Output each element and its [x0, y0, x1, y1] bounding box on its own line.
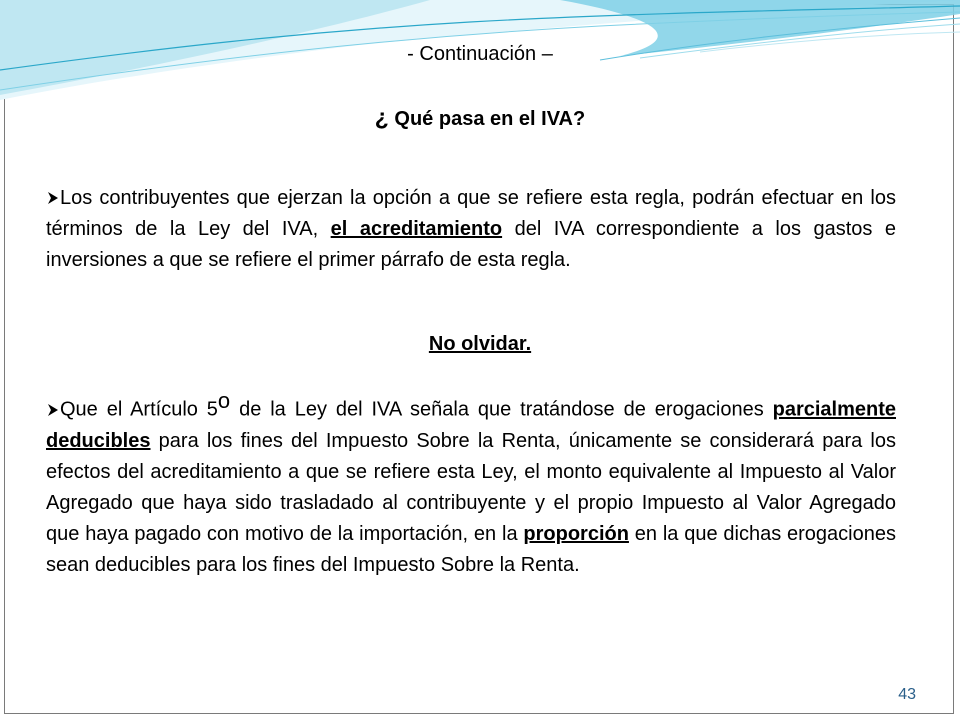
paragraph1-text-before: Los contribuyentes que ejerzan la opción a que se refiere esta regla, podrán efectuar en los términos de la Ley del IVA,	[46, 187, 896, 240]
paragraph1-emphasis: el acreditamiento	[330, 218, 503, 240]
paragraph2-text-2: de la Ley del IVA señala que tratándose de erogaciones	[230, 398, 773, 421]
arrow-bullet-icon	[46, 396, 60, 410]
question-text: Qué pasa en el IVA?	[394, 108, 586, 130]
paragraph-acreditamiento	[46, 183, 896, 276]
paragraph2-text-1: Que el Artículo 5	[60, 398, 218, 421]
question-heading	[0, 104, 960, 131]
reminder-heading: No olvidar.	[428, 333, 532, 355]
continuation-heading: - Continuación –	[407, 43, 553, 65]
inverted-question-mark: ¿	[374, 104, 389, 130]
paragraph2-emphasis-proporcion: proporción	[523, 522, 629, 545]
page-number: 43	[898, 686, 916, 703]
paragraph2-text-4: en la que dichas erogaciones sean deducibles para los fines del Impuesto Sobre la Renta.	[46, 522, 896, 576]
paragraph2-emphasis-deducibles: parcialmente deducibles	[46, 398, 896, 452]
degree-sign: o	[217, 388, 231, 413]
paragraph1-text-after: del IVA correspondiente a los gastos e inversiones a que se refiere el primer párrafo de esta regla.	[46, 218, 896, 271]
arrow-bullet-icon	[46, 184, 60, 198]
paragraph2-text-3: para los fines del Impuesto Sobre la Renta, únicamente se considerará para los efectos del acreditamiento a que se refiere esta Ley, el monto equivalente al Impuesto al Valor Agregado que haya sido trasladado al contribuyente y el propio Impuesto al Valor Agregado que haya pagado con motivo de la importación, en la	[46, 429, 896, 545]
paragraph-articulo-5	[46, 385, 896, 581]
